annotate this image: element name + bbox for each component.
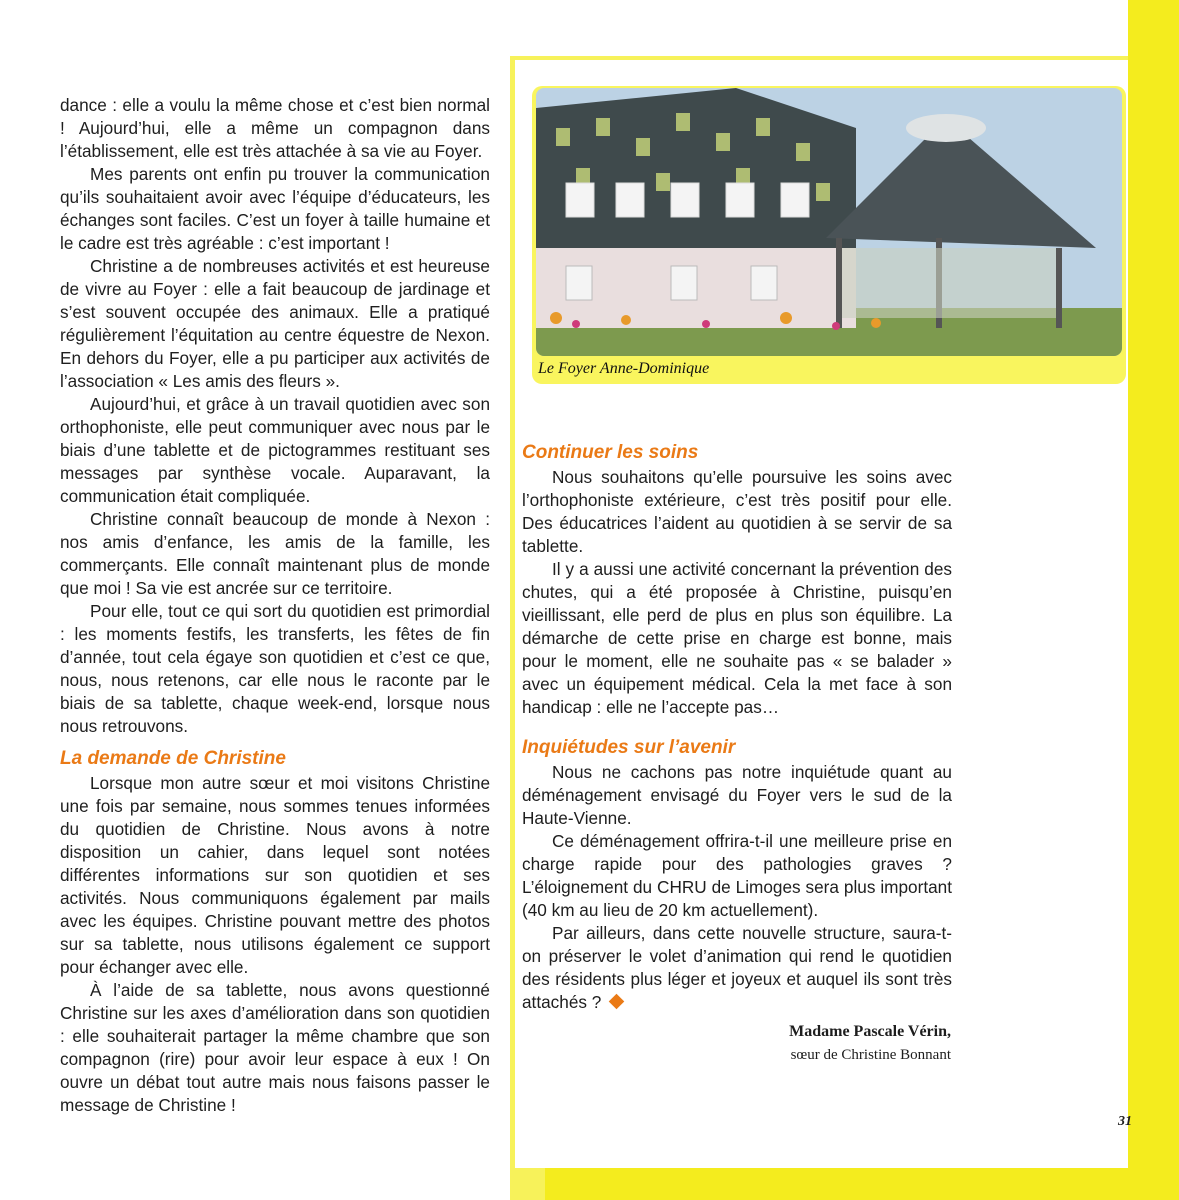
signature bbox=[789, 1020, 951, 1066]
yellow-bottom-band bbox=[545, 1168, 1128, 1200]
paragraph: Christine connaît beaucoup de monde à Nexon : nos amis d’enfance, les amis de la famille, les commerçants. Elle connaît maintenant plus de monde que moi ! Sa vie est ancrée sur ce territoire. bbox=[60, 509, 490, 598]
paragraph: Aujourd’hui, et grâce à un travail quotidien avec son orthophoniste, elle peut communiquer avec nous par le biais d’une tablette et de pictogrammes restituant ses messages par synthèse vocale. Auparavant, la communication était compliquée. bbox=[60, 394, 490, 506]
signature-role: sœur de Christine Bonnant bbox=[790, 1047, 951, 1063]
yellow-side-band bbox=[1128, 0, 1179, 1200]
paragraph: À l’aide de sa tablette, nous avons questionné Christine sur les axes d’amélioration dans son quotidien : elle souhaiterait partager la même chambre que son compagnon (rire) pour avoir leur espace à eux ! On ouvre un débat tout autre mais nous faisons passer le message de Christine ! bbox=[60, 980, 490, 1115]
paragraph: Ce déménagement offrira-t-il une meilleure prise en charge rapide pour des pathologies graves ? L’éloignement du CHRU de Limoges sera plus important (40 km au lieu de 20 km actuellement). bbox=[522, 831, 952, 920]
section-title-soins: Continuer les soins bbox=[522, 442, 699, 463]
paragraph: Mes parents ont enfin pu trouver la communication qu’ils souhaitaient avoir avec l’équipe d’éducateurs, les échanges sont faciles. C’est un foyer à taille humaine et le cadre est très agréable : c’est important ! bbox=[60, 164, 490, 253]
foyer-photo bbox=[536, 88, 1122, 356]
paragraph: Pour elle, tout ce qui sort du quotidien est primordial : les moments festifs, les transferts, les fêtes de fin d’année, tout cela égaye son quotidien et c’est ce que, nous, nous retenons, car elle nous le raconte par le biais de sa tablette, chaque week-end, lorsque nous nous retrouvons. bbox=[60, 601, 490, 736]
diamond-icon bbox=[609, 994, 625, 1010]
section-title-avenir: Inquiétudes sur l’avenir bbox=[522, 737, 736, 758]
paragraph: Nous ne cachons pas notre inquiétude quant au déménagement envisagé du Foyer vers le sud de la Haute-Vienne. bbox=[522, 762, 952, 828]
photo-caption: Le Foyer Anne-Dominique bbox=[538, 360, 710, 377]
paragraph: Lorsque mon autre sœur et moi visitons Christine une fois par semaine, nous sommes tenues informées du quotidien de Christine. Nous avons à notre disposition un cahier, dans lequel sont notées différentes informations sur son quotidien et ses activités. Nous communiquons également par mails avec les équipes. Christine pouvant mettre des photos sur sa tablette, nous utilisons également ce support pour échanger avec elle. bbox=[60, 773, 490, 977]
building-illustration bbox=[536, 88, 1122, 356]
left-column bbox=[60, 94, 490, 1117]
page-number: 31 bbox=[1118, 1114, 1132, 1129]
paragraph-final-text: Par ailleurs, dans cette nouvelle structure, saura-t-on préserver le volet d’animation qui rend le quotidien des résidents plus léger et joyeux et auquel ils sont très attachés ? bbox=[522, 923, 952, 1012]
paragraph: Nous souhaitons qu’elle poursuive les soins avec l’orthophoniste extérieure, c’est très positif pour elle. Des éducatrices l’aident au quotidien à se servir de sa tablette. bbox=[522, 467, 952, 556]
paragraph: Il y a aussi une activité concernant la prévention des chutes, qui a été proposée à Christine, puisqu’en vieillissant, elle perd de plus en plus son équilibre. La démarche de cette prise en charge est bonne, mais pour le moment, elle ne souhaite pas « se balader » avec un équipement médical. Cela la met face à son handicap : elle ne l’accepte pas… bbox=[522, 559, 952, 717]
paragraph-final bbox=[522, 922, 952, 1014]
signature-name: Madame Pascale Vérin, bbox=[789, 1023, 951, 1040]
paragraph: dance : elle a voulu la même chose et c’est bien normal ! Aujourd’hui, elle a même un compagnon dans l’établissement, elle est très attachée à sa vie au Foyer. bbox=[60, 95, 490, 161]
paragraph: Christine a de nombreuses activités et est heureuse de vivre au Foyer : elle a fait beaucoup de jardinage et s’est souvent occupée des animaux. Elle a pratiqué régulièrement l’équitation au centre équestre de Nexon. En dehors du Foyer, elle a pu participer aux activités de l’association « Les amis des fleurs ». bbox=[60, 256, 490, 391]
section-title-demande: La demande de Christine bbox=[60, 748, 286, 769]
right-column bbox=[522, 440, 952, 1014]
